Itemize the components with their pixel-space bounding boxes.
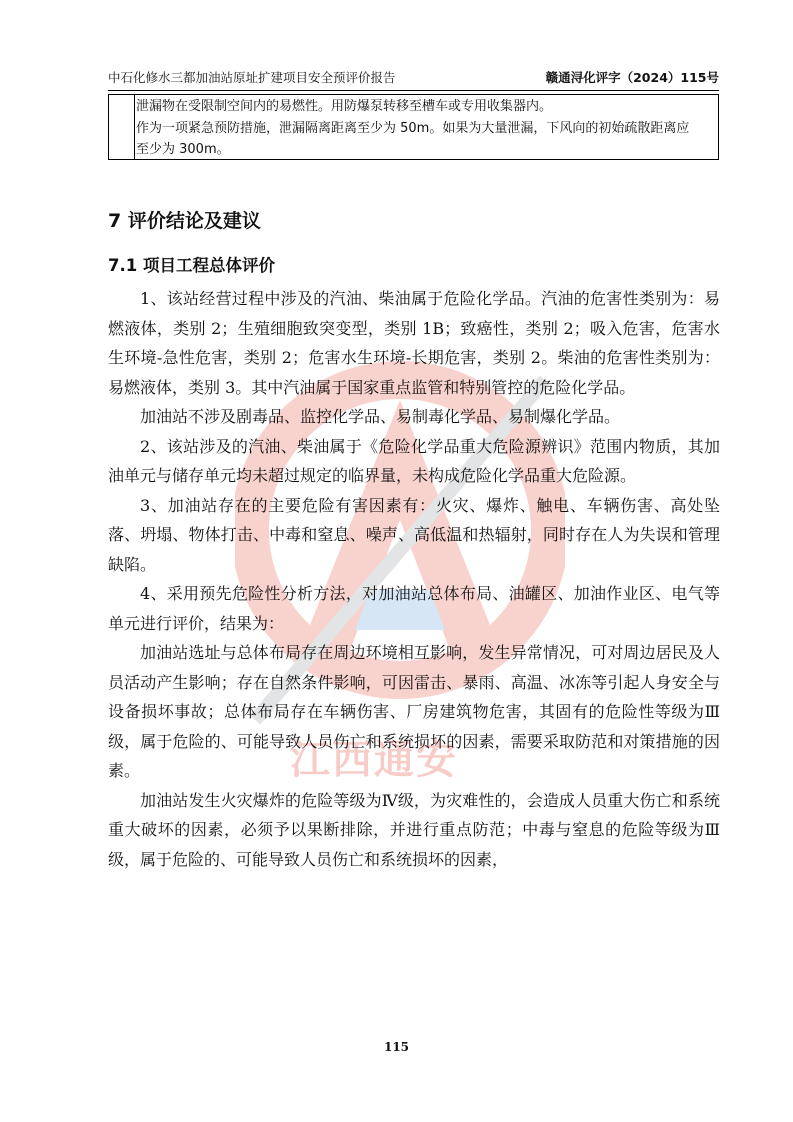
table-line: 泄漏物在受限制空间内的易燃性。用防爆泵转移至槽车或专用收集器内。 — [136, 99, 553, 114]
paragraph: 3、加油站存在的主要危险有害因素有：火灾、爆炸、触电、车辆伤害、高处坠落、坍塌、物体打击、中毒和窒息、噪声、高低温和热辐射，同时存在人为失误和管理缺陷。 — [108, 495, 720, 574]
continued-table — [108, 94, 719, 160]
body-text — [108, 284, 720, 874]
table-label-column — [109, 95, 135, 159]
section-heading: 7 评价结论及建议 — [108, 210, 261, 232]
watermark-text: 江西通安 — [290, 737, 458, 783]
report-number: 赣通浔化评字（2024）115号 — [545, 70, 719, 85]
table-line: 作为一项紧急预防措施，泄漏隔离距离至少为 50m。如果为大量泄漏，下风向的初始疏散距离应 — [136, 120, 690, 136]
paragraph: 加油站发生火灾爆炸的危险等级为Ⅳ级，为灾难性的，会造成人员重大伤亡和系统重大破坏的因素，必须予以果断排除，并进行重点防范；中毒与窒息的危险等级为Ⅲ级，属于危险的、可能导致人员伤亡和系统损坏的因素， — [108, 790, 720, 869]
table-line: 至少为 300m。 — [136, 142, 230, 157]
header-divider — [108, 90, 719, 91]
paragraph: 2、该站涉及的汽油、柴油属于《危险化学品重大危险源辨识》范围内物质，其加油单元与储存单元均未超过规定的临界量，未构成危险化学品重大危险源。 — [108, 436, 720, 485]
table-cell — [136, 96, 714, 161]
report-title: 中石化修水三都加油站原址扩建项目安全预评价报告 — [108, 70, 396, 85]
subsection-heading: 7.1 项目工程总体评价 — [108, 256, 275, 275]
paragraph: 1、该站经营过程中涉及的汽油、柴油属于危险化学品。汽油的危害性类别为：易燃液体，类别 2；生殖细胞致突变型，类别 1B；致癌性，类别 2；吸入危害，危害水生环境-急性危害，类别 2；危害水生环境-长期危害，类别 2。柴油的危害性类别为：易燃液体，类别 3。其中汽油属于国家重点监管和特别管控的危险化学品。 — [108, 289, 720, 397]
paragraph: 加油站选址与总体布局存在周边环境相互影响，发生异常情况，可对周边居民及人员活动产生影响；存在自然条件影响，可因雷击、暴雨、高温、冰冻等引起人身安全与设备损坏事故；总体布局存在车辆伤害、厂房建筑物危害，其固有的危险性等级为Ⅲ级，属于危险的、可能导致人员伤亡和系统损坏的因素，需要采取防范和对策措施的因素。 — [108, 643, 720, 780]
page-number: 115 — [383, 1040, 410, 1054]
paragraph: 4、采用预先危险性分析方法，对加油站总体布局、油罐区、加油作业区、电气等单元进行评价，结果为： — [108, 584, 720, 633]
page-header — [108, 68, 719, 88]
paragraph: 加油站不涉及剧毒品、监控化学品、易制毒化学品、易制爆化学品。 — [140, 407, 621, 426]
